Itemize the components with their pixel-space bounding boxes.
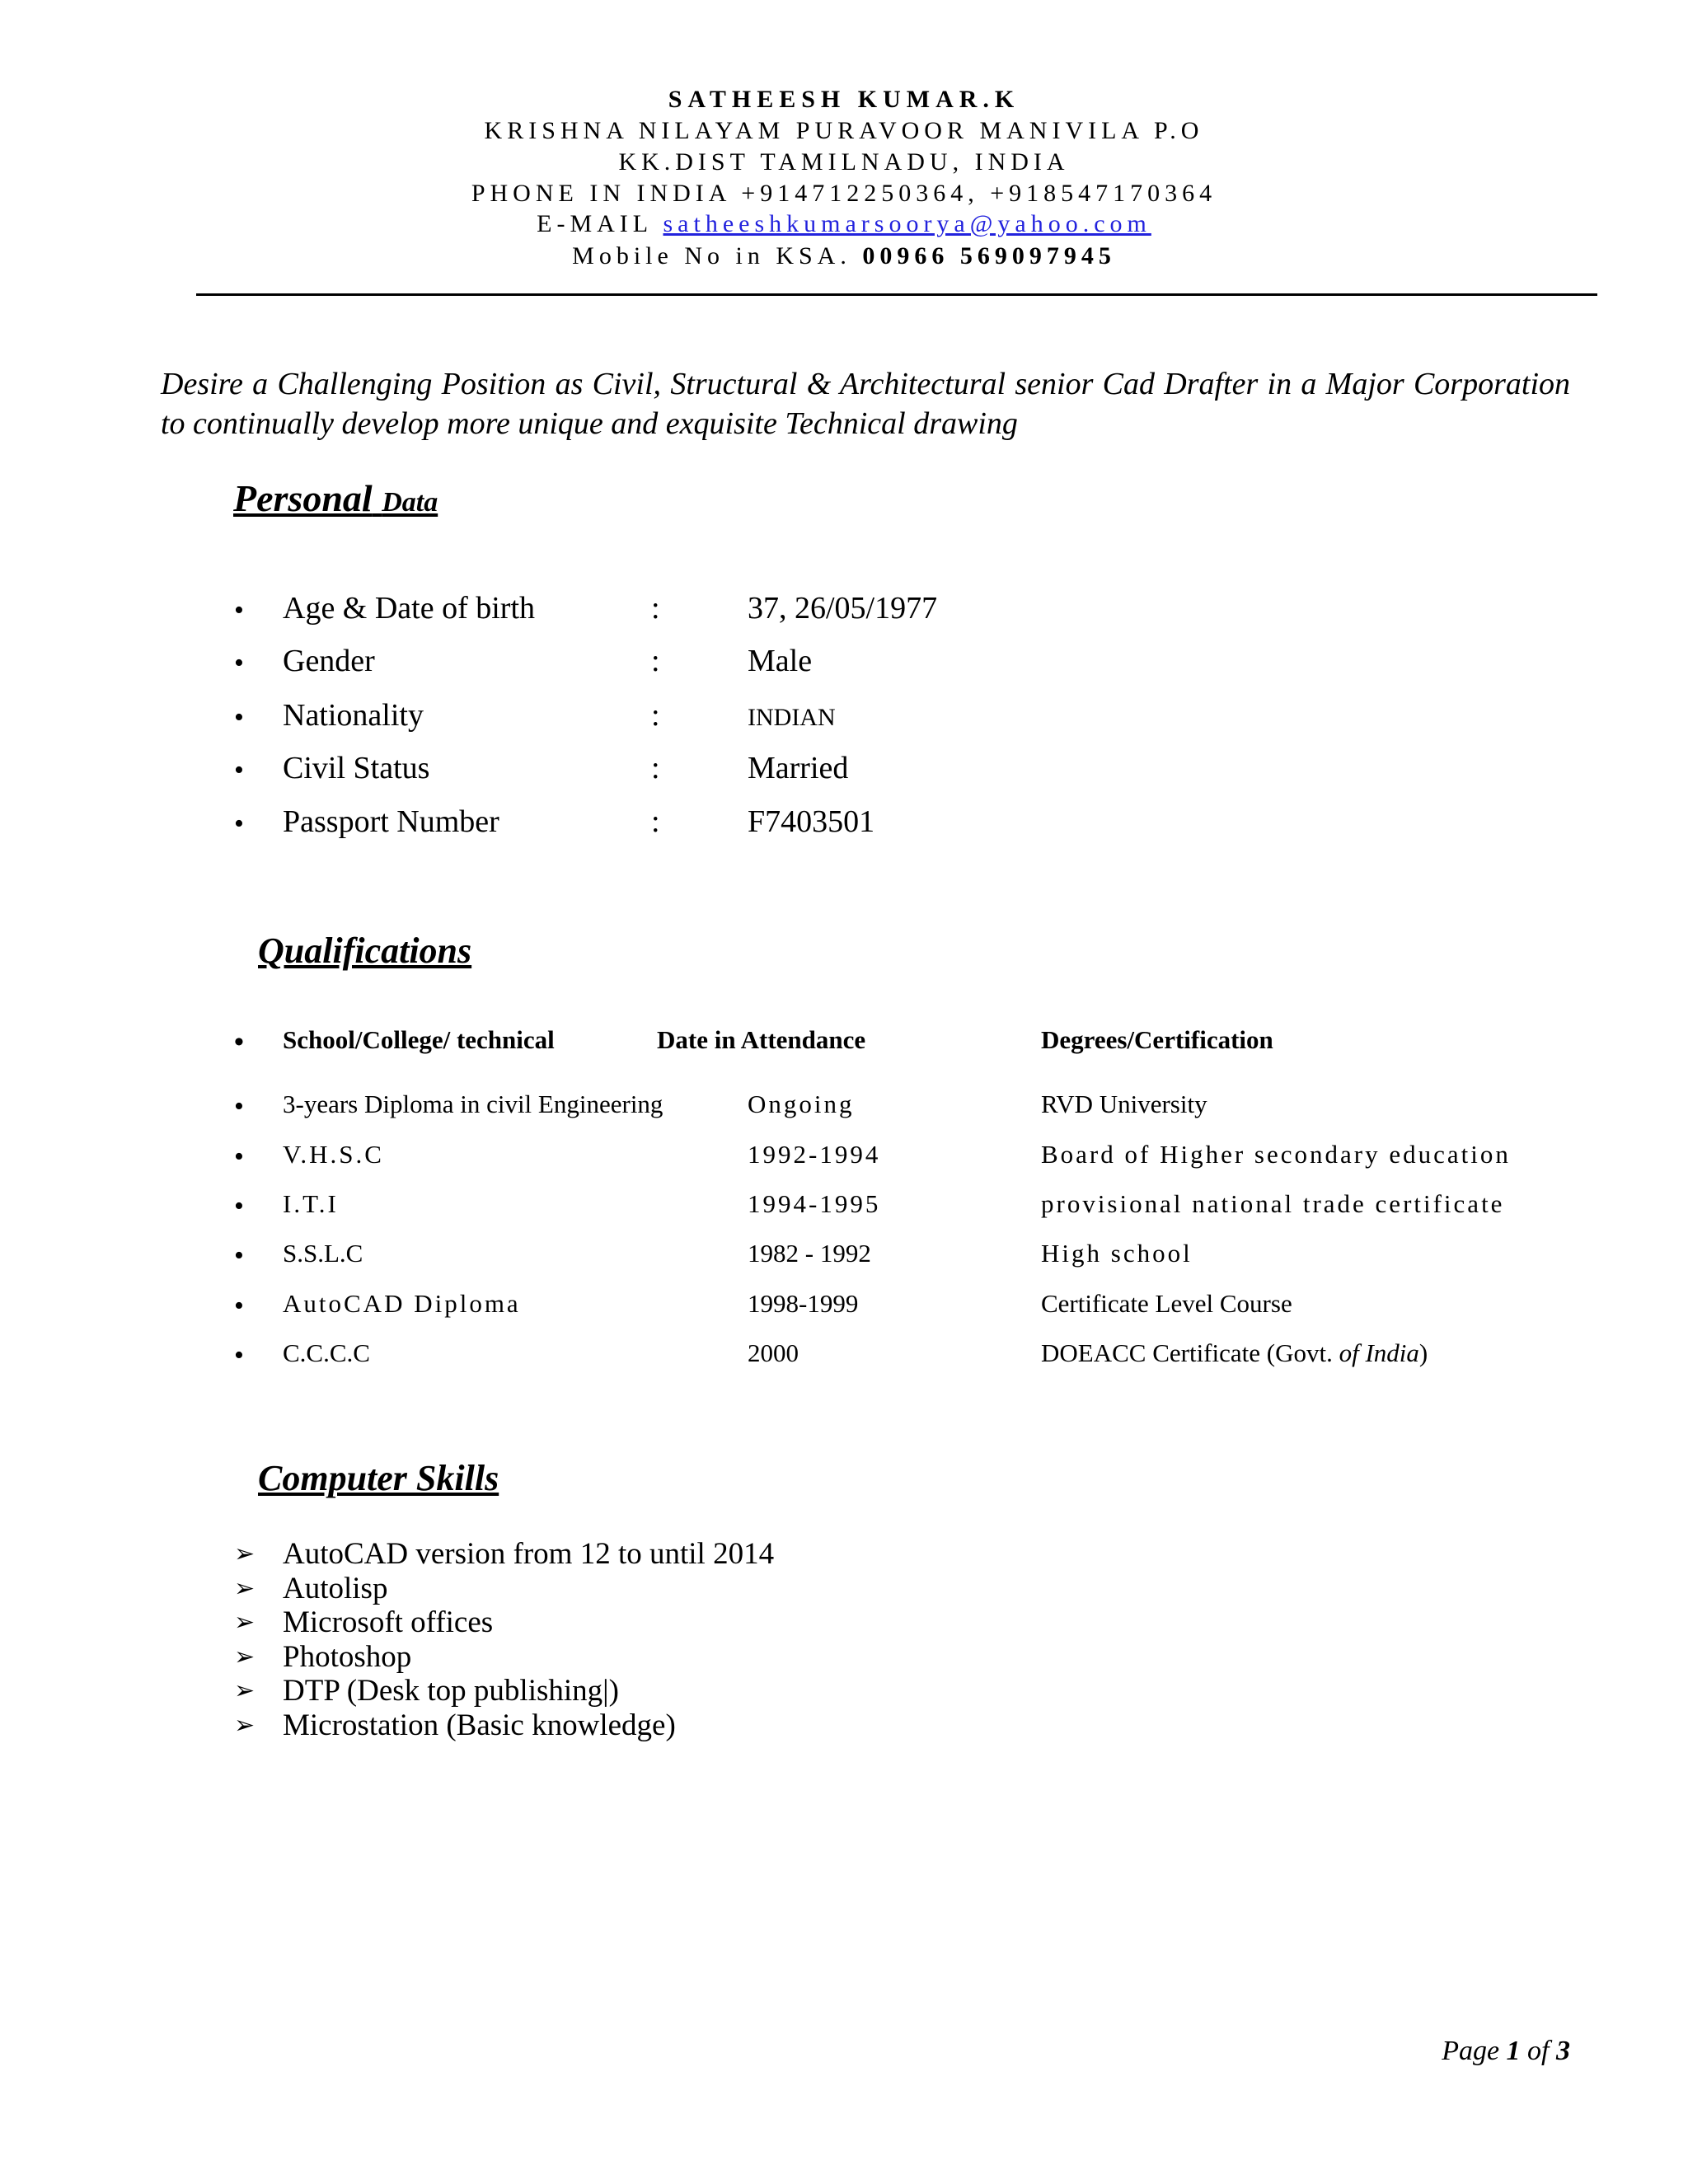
- skill-text: DTP (Desk top publishing|): [283, 1674, 619, 1708]
- address-line-1: KRISHNA NILAYAM PURAVOOR MANIVILA P.O: [484, 117, 1204, 144]
- arrow-bullet-icon: ➢: [234, 1573, 256, 1603]
- page-of: of: [1520, 2036, 1556, 2066]
- skill-text: Photoshop: [283, 1639, 412, 1674]
- bullet-icon: •: [234, 648, 244, 678]
- page-label: Page: [1442, 2036, 1507, 2066]
- section-title-computer-skills: Computer Skills: [258, 1458, 499, 1498]
- personal-title-small: Data: [382, 487, 438, 518]
- qualification-school: V.H.S.C: [283, 1140, 384, 1169]
- mobile-line: [0, 242, 1688, 270]
- personal-row: [0, 590, 1688, 631]
- degree-suffix: ): [1418, 1338, 1428, 1367]
- bullet-icon: •: [234, 1340, 244, 1371]
- personal-label: Age & Date of birth: [283, 591, 536, 626]
- qualification-school: C.C.C.C: [283, 1338, 370, 1367]
- personal-value: F7403501: [748, 804, 875, 839]
- mobile-number: 00966 569097945: [862, 242, 1116, 269]
- phone-line: PHONE IN INDIA +914712250364, +918547170364: [471, 180, 1217, 207]
- bullet-icon: •: [234, 1191, 244, 1221]
- email-line: [0, 210, 1688, 238]
- qualification-date: Ongoing: [748, 1090, 855, 1118]
- personal-title-main: Personal: [233, 477, 373, 519]
- degree-italic: of India: [1339, 1338, 1419, 1367]
- personal-label: Passport Number: [283, 804, 499, 839]
- qualification-degree: High school: [1041, 1239, 1193, 1268]
- qualification-row: [0, 1090, 1688, 1131]
- qualification-school: S.S.L.C: [283, 1239, 363, 1268]
- skill-text: Autolisp: [283, 1571, 388, 1605]
- arrow-bullet-icon: ➢: [234, 1676, 256, 1705]
- section-title-qualifications: Qualifications: [258, 930, 472, 971]
- personal-label: Nationality: [283, 698, 424, 733]
- mobile-label: Mobile No in KSA.: [572, 242, 863, 269]
- personal-label: Civil Status: [283, 751, 430, 785]
- bullet-icon: •: [234, 755, 244, 785]
- column-header-date: Date in Attendance: [657, 1025, 866, 1054]
- bullet-icon: •: [234, 1027, 244, 1057]
- personal-colon: :: [651, 644, 660, 678]
- personal-label: Gender: [283, 644, 375, 678]
- page-number: [1442, 2036, 1570, 2067]
- skill-text: AutoCAD version from 12 to until 2014: [283, 1537, 775, 1571]
- qualification-school: I.T.I: [283, 1189, 339, 1218]
- personal-colon: :: [651, 698, 660, 733]
- bullet-icon: •: [234, 1240, 244, 1271]
- skill-text: Microstation (Basic knowledge): [283, 1708, 676, 1742]
- qualification-row: [0, 1189, 1688, 1230]
- email-label: E-MAIL: [537, 210, 663, 237]
- qualification-degree: provisional national trade certificate: [1041, 1189, 1505, 1218]
- qualification-degree: Board of Higher secondary education: [1041, 1140, 1511, 1169]
- qualification-date: 1982 - 1992: [748, 1239, 871, 1268]
- bullet-icon: •: [234, 1141, 244, 1172]
- personal-colon: :: [651, 804, 660, 839]
- qualification-degree: RVD University: [1041, 1090, 1207, 1118]
- arrow-bullet-icon: ➢: [234, 1608, 256, 1637]
- arrow-bullet-icon: ➢: [234, 1710, 256, 1740]
- header-divider: [196, 293, 1597, 296]
- personal-row: [0, 750, 1688, 791]
- qualification-date: 1992-1994: [748, 1140, 881, 1169]
- arrow-bullet-icon: ➢: [234, 1540, 256, 1568]
- applicant-name: SATHEESH KUMAR.K: [668, 86, 1020, 113]
- bullet-icon: •: [234, 1291, 244, 1321]
- qualification-school: AutoCAD Diploma: [283, 1289, 521, 1318]
- personal-value: 37, 26/05/1977: [748, 591, 938, 626]
- bullet-icon: •: [234, 1091, 244, 1122]
- personal-value: Male: [748, 644, 813, 678]
- qualification-row: [0, 1338, 1688, 1380]
- qualification-row: [0, 1239, 1688, 1280]
- qualification-school: 3-years Diploma in civil Engineering: [283, 1090, 663, 1118]
- personal-value: INDIAN: [748, 704, 836, 731]
- personal-row: [0, 804, 1688, 845]
- arrow-bullet-icon: ➢: [234, 1642, 256, 1671]
- qualification-degree: [1041, 1338, 1428, 1368]
- qualification-date: 2000: [748, 1338, 799, 1367]
- qualifications-header-row: [0, 1025, 1688, 1066]
- skill-text: Microsoft offices: [283, 1605, 494, 1639]
- personal-row: [0, 643, 1688, 684]
- qualification-degree: Certificate Level Course: [1041, 1289, 1292, 1318]
- page-total: 3: [1556, 2036, 1570, 2066]
- career-objective: Desire a Challenging Position as Civil, Structural & Architectural senior Cad Drafter in a Major Corporation to continually develop more unique and exquisite Technical drawing: [161, 367, 1570, 441]
- bullet-icon: •: [234, 808, 244, 839]
- personal-value: Married: [748, 751, 849, 785]
- qualification-row: [0, 1289, 1688, 1330]
- bullet-icon: •: [234, 702, 244, 733]
- qualification-date: 1994-1995: [748, 1189, 881, 1218]
- degree-prefix: DOEACC Certificate (Govt.: [1041, 1338, 1339, 1367]
- page-current: 1: [1506, 2036, 1521, 2066]
- bullet-icon: •: [234, 595, 244, 626]
- email-link[interactable]: satheeshkumarsoorya@yahoo.com: [663, 210, 1151, 237]
- section-title-personal-data: [233, 476, 438, 520]
- qualification-date: 1998-1999: [748, 1289, 859, 1318]
- column-header-school: School/College/ technical: [283, 1025, 555, 1054]
- qualification-row: [0, 1140, 1688, 1181]
- personal-colon: :: [651, 591, 660, 626]
- personal-colon: :: [651, 751, 660, 785]
- column-header-degree: Degrees/Certification: [1041, 1025, 1273, 1054]
- personal-row: [0, 697, 1688, 738]
- address-line-2: KK.DIST TAMILNADU, INDIA: [618, 148, 1070, 176]
